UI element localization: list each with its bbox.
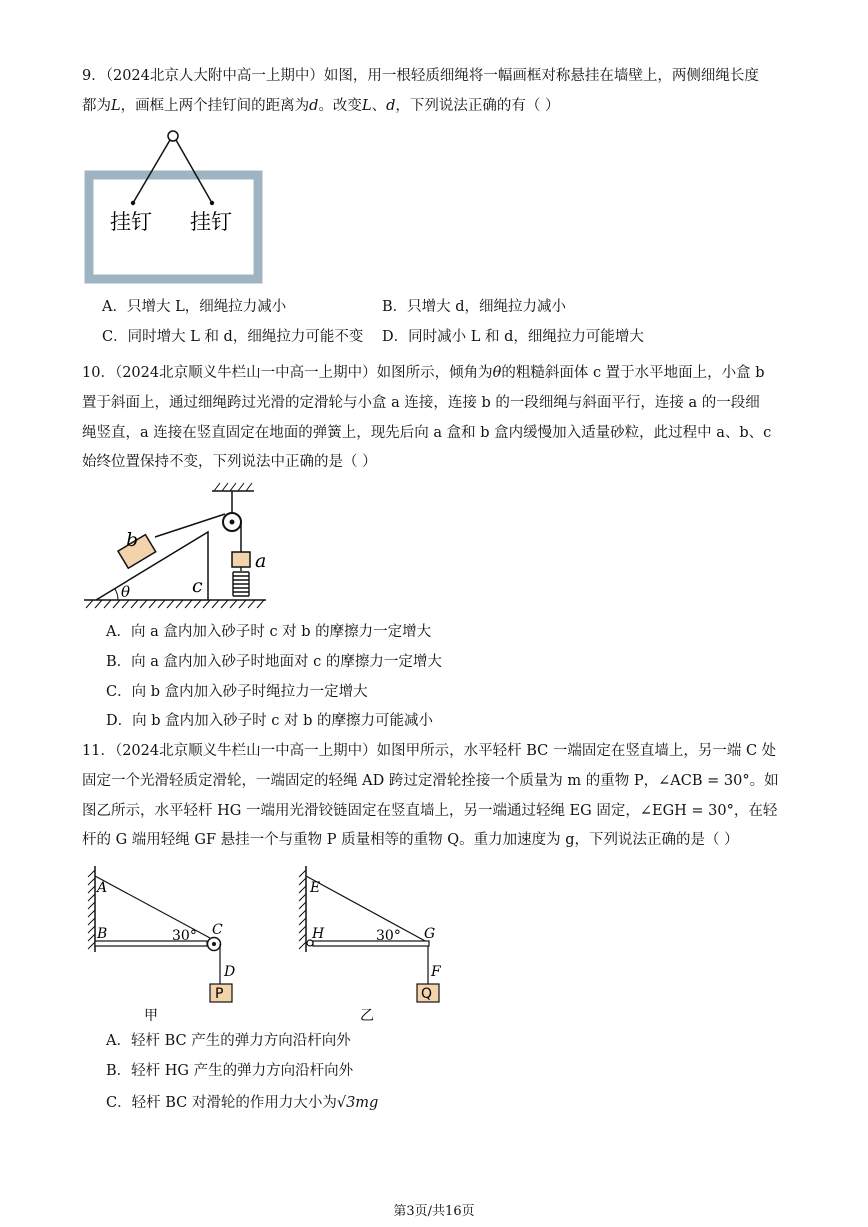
q11-option-c-math: √3mg [336, 1095, 379, 1111]
label-A: A [97, 880, 108, 896]
page-number: 第3页/共16页 [393, 1204, 475, 1219]
q10-option-c[interactable]: C．向 b 盒内加入砂子时绳拉力一定增大 [106, 684, 368, 700]
q10-var-theta: θ [492, 365, 502, 381]
label-P: P [215, 986, 224, 1002]
q11-stem-line3: 图乙所示，水平轻杆 HG 一端用光滑铰链固定在竖直墙上，另一端通过轻绳 EG 固定，∠EGH = 30°，在轻 [82, 803, 778, 819]
q11-stem-line4: 杆的 G 端用轻绳 GF 悬挂一个与重物 P 质量相等的重物 Q。重力加速度为 g，下列说法正确的是（ ） [82, 832, 739, 848]
q10-option-b[interactable]: B．向 a 盒内加入砂子时地面对 c 的摩擦力一定增大 [106, 654, 442, 670]
q9-var-L: L [111, 98, 121, 114]
caption-yi: 乙 [360, 1008, 374, 1024]
q9-text: ，下列说法正确的有（ ） [395, 98, 560, 114]
q11-option-b[interactable]: B．轻杆 HG 产生的弹力方向沿杆向外 [106, 1063, 354, 1079]
label-E: E [310, 880, 321, 896]
label-G: G [424, 926, 436, 942]
label-B: B [97, 926, 108, 942]
q11-stem-line2: 固定一个光滑轻质定滑轮，一端固定的轻绳 AD 跨过定滑轮拴接一个质量为 m 的重物 P，∠ACB = 30°。如 [82, 773, 779, 789]
label-H: H [312, 926, 325, 942]
label-a: a [255, 550, 267, 572]
q9-option-b[interactable]: B．只增大 d，细绳拉力减小 [382, 299, 567, 315]
q10-stem-line3: 绳竖直，a 连接在竖直固定在地面的弹簧上，现先后向 a 盒和 b 盒内缓慢加入适量砂粒，此过程中 a、b、c [82, 425, 772, 441]
q9-text: ，画框上两个挂钉间的距离为 [120, 98, 310, 114]
q9-text: 。改变 [318, 98, 362, 114]
rod-HG [313, 941, 429, 946]
label-c: c [192, 575, 203, 597]
label-Q: Q [421, 986, 433, 1002]
q9-var-L: L [361, 98, 372, 114]
q9-text: 、 [371, 98, 387, 114]
q9-stem-line1: 9．（2024北京人大附中高一上期中）如图，用一根轻质细绳将一幅画框对称悬挂在墙壁上，两侧细绳长度 [82, 68, 759, 84]
q11-option-a[interactable]: A．轻杆 BC 产生的弹力方向沿杆向外 [106, 1033, 351, 1049]
q11-option-c-text: C．轻杆 BC 对滑轮的作用力大小为 [106, 1095, 337, 1111]
label-F: F [431, 964, 441, 980]
q9-var-d: d [309, 98, 319, 114]
label-C: C [212, 922, 223, 938]
q10-stem-line4: 始终位置保持不变，下列说法中正确的是（ ） [82, 454, 377, 470]
q10-text: 10．（2024北京顺义牛栏山一中高一上期中）如图所示，倾角为 [82, 365, 493, 381]
caption-jia: 甲 [144, 1008, 158, 1024]
nail-right-label: 挂钉 [190, 210, 232, 234]
q10-text: 的粗糙斜面体 c 置于水平地面上，小盒 b [501, 365, 765, 381]
wall-hatch-yi [299, 870, 306, 949]
label-angle-jia: 30° [172, 928, 197, 944]
q9-option-a[interactable]: A．只增大 L，细绳拉力减小 [102, 299, 287, 315]
label-D: D [224, 964, 236, 980]
q9-var-d: d [386, 98, 396, 114]
label-theta: θ [121, 583, 131, 601]
q9-option-c[interactable]: C．同时增大 L 和 d，细绳拉力可能不变 [102, 329, 364, 345]
q9-text: 都为 [82, 98, 111, 114]
q9-option-d[interactable]: D．同时减小 L 和 d，细绳拉力可能增大 [382, 329, 644, 345]
q10-stem-line2: 置于斜面上，通过细绳跨过光滑的定滑轮与小盒 a 连接，连接 b 的一段细绳与斜面平行，连接 a 的一段细 [82, 395, 760, 411]
q10-option-d[interactable]: D．向 b 盒内加入砂子时 c 对 b 的摩擦力可能减小 [106, 713, 433, 729]
label-angle-yi: 30° [376, 928, 401, 944]
nail-left-label: 挂钉 [110, 210, 152, 234]
q11-option-c[interactable] [106, 1093, 378, 1113]
q11-stem-line1: 11．（2024北京顺义牛栏山一中高一上期中）如图甲所示，水平轻杆 BC 一端固定在竖直墙上，另一端 C 处 [82, 743, 777, 759]
label-b: b [126, 529, 139, 551]
q10-option-a[interactable]: A．向 a 盒内加入砂子时 c 对 b 的摩擦力一定增大 [106, 624, 432, 640]
